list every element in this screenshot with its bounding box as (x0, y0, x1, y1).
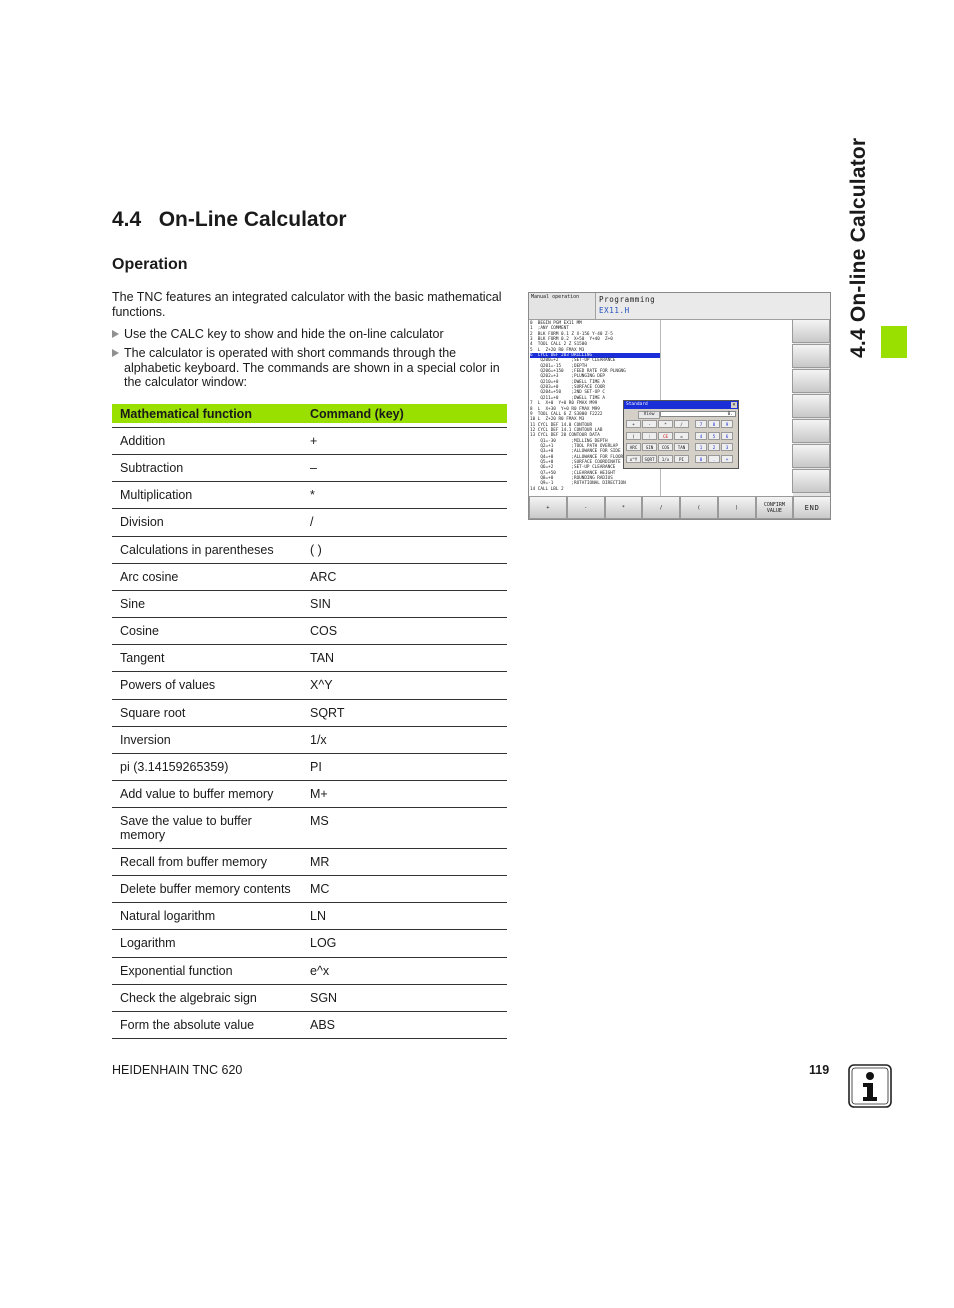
function-cell: Natural logarithm (120, 909, 216, 923)
calculator-key[interactable]: 4 (695, 432, 707, 440)
calculator-key[interactable]: SIN (642, 443, 657, 451)
calculator-key[interactable]: * (658, 420, 673, 428)
bullet-arrow-icon (112, 330, 119, 338)
table-row (112, 781, 507, 808)
program-title: Programming (599, 295, 656, 304)
function-cell: Multiplication (120, 488, 193, 502)
section-number: 4.4 (112, 208, 142, 231)
calculator-key[interactable]: 6 (721, 432, 733, 440)
code-line: Q1=-30 ;MILLING DEPTH (530, 438, 608, 444)
calculator-key[interactable]: 1 (695, 443, 707, 451)
function-table (112, 404, 507, 1039)
command-cell: ABS (310, 1018, 336, 1032)
softkey-bottom[interactable]: CONFIRM VALUE (756, 496, 794, 519)
table-row (112, 537, 507, 564)
table-row (112, 1012, 507, 1039)
code-line: Q211=+0 ;DWELL TIME A (530, 395, 606, 401)
function-cell: pi (3.14159265359) (120, 760, 229, 774)
bullet-arrow-icon (112, 349, 119, 357)
vertical-softkeys (792, 319, 830, 497)
code-line: Q3=+0 ;ALLOWANCE FOR SIDE (530, 449, 621, 455)
subsection-title: Operation (112, 256, 188, 273)
code-line: Q2=+1 ;TOOL PATH OVERLAP (530, 443, 618, 449)
code-line: 6 CYCL DEF 203 DRILLING (530, 353, 661, 358)
command-cell: 1/x (310, 733, 327, 747)
function-cell: Add value to buffer memory (120, 787, 274, 801)
table-row (112, 564, 507, 591)
page-number: 119 (809, 1063, 830, 1077)
program-header (595, 293, 831, 319)
function-cell: Calculations in parentheses (120, 543, 274, 557)
command-cell: PI (310, 760, 322, 774)
calculator-key[interactable]: 8 (708, 420, 720, 428)
table-row (112, 930, 507, 958)
mode-label: Manual operation (529, 293, 595, 319)
command-cell: COS (310, 624, 338, 638)
calculator-key[interactable]: 1/x (658, 455, 673, 463)
softkey-bottom[interactable]: END (793, 496, 831, 519)
program-file: EX11.H (599, 306, 630, 315)
calculator-key[interactable]: SQRT (642, 455, 657, 463)
function-cell: Division (120, 515, 164, 529)
calculator-key[interactable]: = (674, 432, 689, 440)
softkey-bottom[interactable]: / (642, 496, 680, 519)
program-area (529, 319, 793, 498)
table-row (112, 672, 507, 700)
table-row (112, 645, 507, 672)
function-cell: Check the algebraic sign (120, 991, 257, 1005)
table-row (112, 591, 507, 618)
code-line: Q201=-15 ;DEPTH (530, 363, 587, 369)
command-cell: LN (310, 909, 326, 923)
table-row (112, 754, 507, 781)
softkey-right[interactable] (792, 419, 830, 443)
function-cell: Logarithm (120, 936, 176, 950)
horizontal-softkeys (529, 496, 831, 519)
function-cell: Form the absolute value (120, 1018, 255, 1032)
function-cell: Subtraction (120, 461, 184, 475)
table-row (112, 618, 507, 645)
function-cell: Recall from buffer memory (120, 855, 268, 869)
function-cell: Sine (120, 597, 146, 611)
code-line: Q6=+2 ;SET-UP CLEARANCE (530, 465, 616, 471)
command-cell: ( ) (310, 543, 322, 557)
calculator-key[interactable]: PI (674, 455, 689, 463)
table-row (112, 958, 507, 985)
function-cell: Square root (120, 706, 186, 720)
code-line: 1 ;ANY COMMENT (530, 326, 569, 332)
table-row (112, 700, 507, 727)
command-cell: SIN (310, 597, 331, 611)
code-line: Q206=+150 ;FEED RATE FOR PLNGNG (530, 369, 626, 375)
command-cell: e^x (310, 964, 330, 978)
function-cell: Powers of values (120, 678, 216, 692)
table-row (112, 903, 507, 930)
side-tab-label: 4.4 On-line Calculator (847, 137, 870, 358)
calculator-window (623, 400, 739, 469)
function-cell: Exponential function (120, 964, 233, 978)
code-line: Q8=+0 ;ROUNDING RADIUS (530, 475, 613, 481)
code-line: 8 L X+30 Y+0 R0 FMAX M99 (530, 406, 600, 412)
command-cell: * (310, 488, 315, 502)
softkey-bottom[interactable]: + (529, 496, 567, 519)
softkey-right[interactable] (792, 369, 830, 393)
calculator-key[interactable]: ) (642, 432, 657, 440)
code-line: 2 BLK FORM 0.1 Z X-156 Y-40 Z-5 (530, 331, 613, 337)
code-line: 3 BLK FORM 0.2 X+50 Y+40 Z+0 (530, 337, 613, 343)
calculator-key[interactable]: CE (658, 432, 673, 440)
table-row (112, 482, 507, 509)
bullet-text: Use the CALC key to show and hide the on-line calculator (124, 327, 444, 341)
command-cell: SQRT (310, 706, 345, 720)
table-row (112, 849, 507, 876)
code-line: Q4=+0 ;ALLOWANCE FOR FLOOR (530, 454, 624, 460)
calculator-key[interactable]: 0 (695, 455, 707, 463)
code-line: 10 L Z+20 R0 FMAX M3 (530, 417, 585, 423)
side-tab (829, 137, 907, 358)
command-cell: MC (310, 882, 330, 896)
info-icon (848, 1064, 892, 1108)
softkey-bottom[interactable]: ( (680, 496, 718, 519)
calculator-key[interactable]: 7 (695, 420, 707, 428)
code-line: 13 CYCL DEF 20 CONTOUR DATA (530, 433, 600, 439)
calculator-key[interactable]: 2 (708, 443, 720, 451)
calculator-key[interactable]: ( (626, 432, 641, 440)
softkey-right[interactable] (792, 394, 830, 418)
calculator-key[interactable]: / (674, 420, 689, 428)
calculator-key[interactable]: ARC (626, 443, 641, 451)
calculator-titlebar (624, 401, 738, 409)
bullet-text: The calculator is operated with short commands through the alphabetic keyboard. The commands are shown in a special color in the calculator window: (124, 346, 500, 389)
command-cell: TAN (310, 651, 335, 665)
command-cell: – (310, 461, 317, 475)
function-cell: Delete buffer memory contents (120, 882, 291, 896)
code-line: 0 BEGIN PGM EX11 MM (530, 321, 582, 326)
function-cell: Cosine (120, 624, 159, 638)
code-line: 5 L Z+20 R0 FMAX M3 (530, 347, 585, 353)
command-cell: MR (310, 855, 330, 869)
bullet-item (112, 327, 510, 342)
code-line: 4 TOOL CALL 2 Z S1500 (530, 342, 587, 348)
code-line: 14 CALL LBL 2 (530, 486, 564, 492)
softkey-bottom[interactable]: ) (718, 496, 756, 519)
bullet-item (112, 346, 510, 390)
calculator-key[interactable]: - (642, 420, 657, 428)
table-row (112, 985, 507, 1012)
table-header-function: Mathematical function (120, 406, 252, 421)
command-cell: MS (310, 814, 329, 828)
function-cell: Tangent (120, 651, 165, 665)
code-line: Q210=+0 ;DWELL TIME A (530, 379, 606, 385)
function-cell: Save the value to buffer memory (120, 814, 252, 842)
softkey-right[interactable] (792, 469, 830, 493)
command-cell: / (310, 515, 314, 529)
section-title (112, 208, 347, 232)
close-icon[interactable]: × (732, 402, 736, 408)
code-line: Q204=+50 ;2ND SET-UP C (530, 390, 606, 396)
code-line: Q200=+2 ;SET-UP CLEARANCE (530, 358, 616, 364)
table-body (112, 428, 507, 1039)
table-row (112, 876, 507, 903)
calculator-key[interactable]: 3 (721, 443, 733, 451)
code-line: Q203=+0 ;SURFACE COOR (530, 385, 606, 391)
calculator-key[interactable]: x^Y (626, 455, 641, 463)
calculator-title: Standard (626, 402, 648, 407)
command-cell: M+ (310, 787, 328, 801)
command-cell: X^Y (310, 678, 333, 692)
intro-paragraph: The TNC features an integrated calculator with the basic mathematical functions. (112, 290, 502, 319)
tnc-screenshot (528, 292, 831, 520)
table-row (112, 428, 507, 455)
table-row (112, 727, 507, 754)
table-row (112, 808, 507, 849)
section-title-text: On-Line Calculator (158, 208, 347, 231)
softkey-bottom[interactable]: - (567, 496, 605, 519)
code-line: 7 L X+0 Y+0 R0 FMAX M99 (530, 401, 598, 407)
function-cell: Inversion (120, 733, 171, 747)
softkey-right[interactable] (792, 444, 830, 468)
table-row (112, 509, 507, 537)
code-line: 9 TOOL CALL 6 Z S3000 F2222 (530, 411, 603, 417)
table-header-command: Command (key) (310, 406, 404, 421)
side-tab-marker (881, 326, 907, 358)
softkey-right[interactable] (792, 344, 830, 368)
calculator-key[interactable]: 9 (721, 420, 733, 428)
calculator-key[interactable]: TAN (674, 443, 689, 451)
command-cell: ARC (310, 570, 337, 584)
calculator-key[interactable]: COS (658, 443, 673, 451)
code-line: Q7=+50 ;CLEARANCE HEIGHT (530, 470, 616, 476)
footer-manual-title: HEIDENHAIN TNC 620 (112, 1063, 243, 1077)
softkey-bottom[interactable]: * (605, 496, 643, 519)
calculator-key[interactable]: + (721, 455, 733, 463)
function-cell: Addition (120, 434, 166, 448)
code-line: 12 CYCL DEF 14.1 CONTOUR LAB (530, 427, 603, 433)
table-header (112, 404, 507, 423)
command-cell: + (310, 434, 318, 448)
softkey-right[interactable] (792, 319, 830, 343)
code-line: Q9=-1 ;ROTATIONAL DIRECTION (530, 481, 626, 487)
view-menu[interactable]: View (638, 411, 660, 419)
calculator-key[interactable]: + (626, 420, 641, 428)
code-line: Q202=+3 ;PLUNGING DEP (530, 374, 606, 380)
command-cell: SGN (310, 991, 338, 1005)
function-cell: Arc cosine (120, 570, 179, 584)
code-line: Q5=+0 ;SURFACE COORDINATE (530, 459, 621, 465)
calculator-display: 0. (660, 411, 736, 417)
code-line: 11 CYCL DEF 14.0 CONTOUR (530, 422, 593, 428)
table-row (112, 455, 507, 482)
calculator-key[interactable]: . (708, 455, 720, 463)
calculator-key[interactable]: 5 (708, 432, 720, 440)
command-cell: LOG (310, 936, 337, 950)
